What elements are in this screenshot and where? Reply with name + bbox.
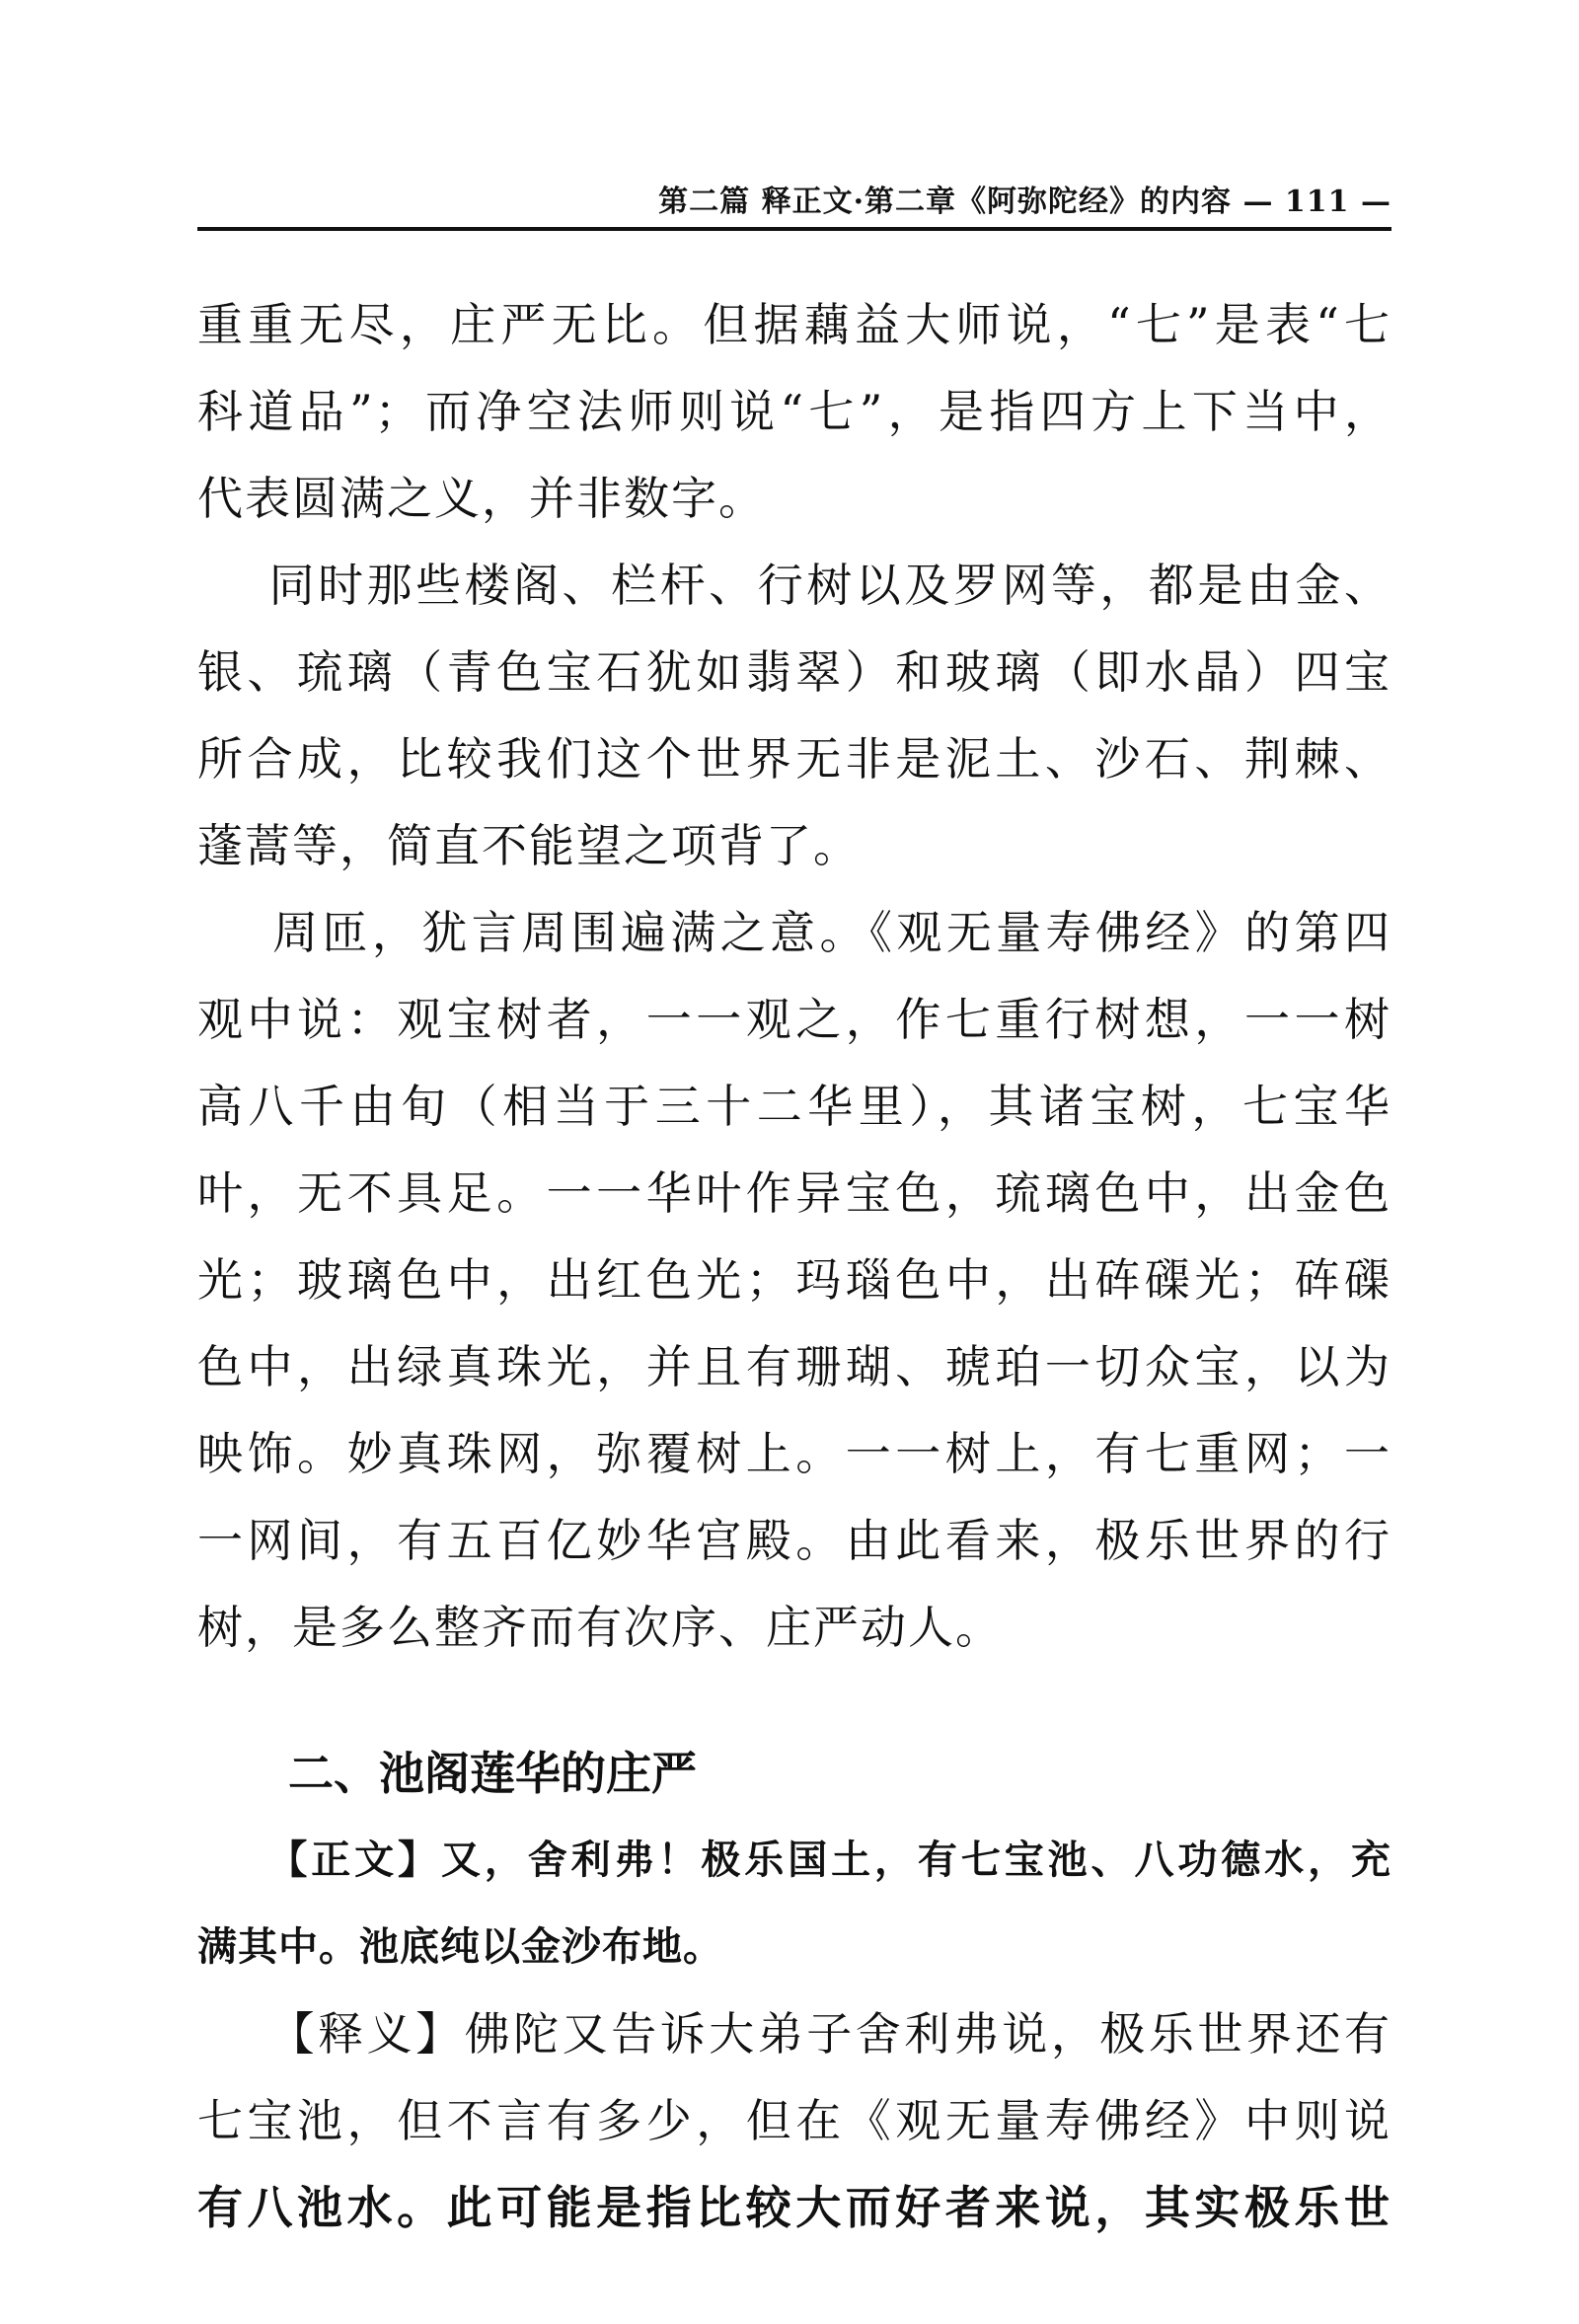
text-line: 周匝，犹言周围遍满之意。《观无量寿佛经》的第四 (197, 906, 1391, 959)
text-line: 蓬蒿等，简直不能望之项背了。 (197, 819, 861, 872)
text-line: 映饰。妙真珠网，弥覆树上。一一树上，有七重网；一 (197, 1427, 1391, 1480)
section-heading: 二、池阁莲华的庄严 (288, 1747, 697, 1800)
text-line: 色中，出绿真珠光，并且有珊瑚、琥珀一切众宝，以为 (197, 1340, 1391, 1393)
text-line: 所合成，比较我们这个世界无非是泥土、沙石、荆棘、 (197, 732, 1391, 786)
running-header: 第二篇 释正文·第二章《阿弥陀经》的内容 — 111 — (197, 178, 1391, 231)
text-line: 重重无尽，庄严无比。但据藕益大师说，“七”是表“七 (197, 298, 1391, 351)
text-line: 一网间，有五百亿妙华宫殿。由此看来，极乐世界的行 (197, 1514, 1391, 1567)
commentary-line: 七宝池，但不言有多少，但在《观无量寿佛经》中则说 (197, 2094, 1391, 2147)
text-line: 科道品”；而净空法师则说“七”，是指四方上下当中， (197, 385, 1391, 438)
scripture-line: 满其中。池底纯以金沙布地。 (197, 1924, 723, 1970)
body-text (197, 281, 1391, 2251)
text-line: 光；玻璃色中，出红色光；玛瑙色中，出砗磲光；砗磲 (197, 1253, 1391, 1307)
commentary-line: 【释义】佛陀又告诉大弟子舍利弗说，极乐世界还有 (197, 2007, 1391, 2061)
text-line: 叶，无不具足。一一华叶作异宝色，琉璃色中，出金色 (197, 1166, 1391, 1220)
scripture-line: 【正文】又，舍利弗！极乐国土，有七宝池、八功德水，充 (197, 1837, 1391, 1883)
text-line: 同时那些楼阁、栏杆、行树以及罗网等，都是由金、 (197, 559, 1391, 612)
text-line: 银、琉璃（青色宝石犹如翡翠）和玻璃（即水晶）四宝 (197, 645, 1391, 699)
text-line: 树，是多么整齐而有次序、庄严动人。 (197, 1601, 1003, 1654)
text-line: 观中说：观宝树者，一一观之，作七重行树想，一一树 (197, 993, 1391, 1046)
text-line: 高八千由旬（相当于三十二华里），其诸宝树，七宝华 (197, 1080, 1391, 1133)
commentary-line: 有八池水。此可能是指比较大而好者来说，其实极乐世 (197, 2181, 1391, 2234)
section-spacer (197, 1671, 1391, 1730)
text-line: 代表圆满之义，并非数字。 (197, 472, 766, 525)
